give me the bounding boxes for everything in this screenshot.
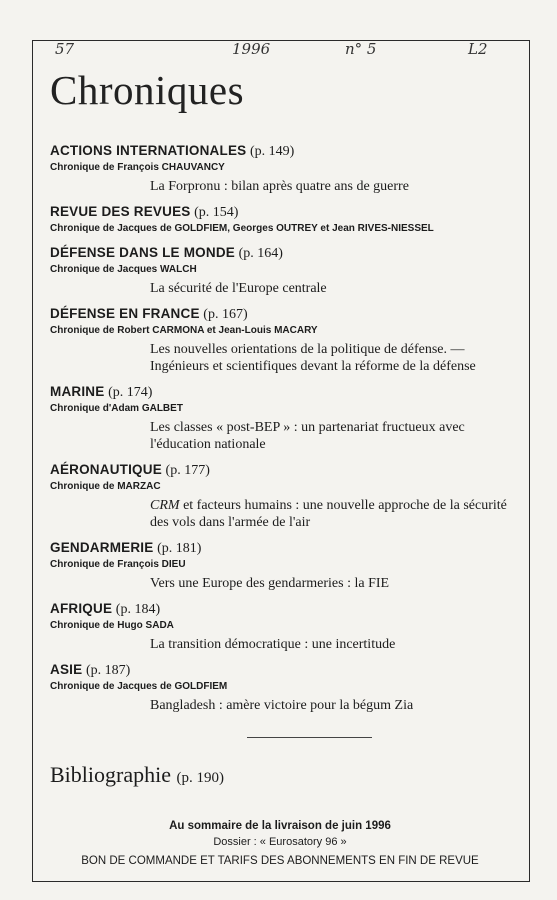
chronique-list: [50, 142, 510, 722]
chroniqueur: Chronique de Hugo SADA: [50, 620, 174, 631]
rubrique-title: GENDARMERIE: [50, 540, 154, 555]
article-acronym: CRM: [150, 498, 180, 513]
chroniqueur: Chronique de François CHAUVANCY: [50, 162, 225, 173]
chroniqueur: Chronique de Jacques de GOLDFIEM: [50, 681, 228, 692]
entry-defense-en-france: [50, 305, 510, 375]
article-title: [150, 497, 510, 531]
rubrique-title: ACTIONS INTERNATIONALES: [50, 143, 247, 158]
handwritten-note-2: 1996: [232, 40, 271, 58]
bibliographie-label: Bibliographie: [50, 762, 171, 787]
article-title: La sécurité de l'Europe centrale: [150, 281, 327, 296]
chroniqueur: Chronique de François DIEU: [50, 559, 186, 570]
chroniqueur: Chronique de Jacques WALCH: [50, 264, 197, 275]
entry-asie: [50, 661, 510, 714]
page-ref: (p. 184): [115, 602, 161, 617]
chroniqueur: Chronique de Jacques de GOLDFIEM, Georges OUTREY et Jean RIVES-NIESSEL: [50, 223, 434, 234]
article-title: Les nouvelles orientations de la politique de défense. — Ingénieurs et scientifiques devant la réforme de la défense: [150, 342, 476, 374]
rubrique-title: ASIE: [50, 662, 83, 677]
rubrique-title: AÉRONAUTIQUE: [50, 462, 162, 477]
page-ref: (p. 190): [176, 770, 224, 786]
page-ref: (p. 177): [165, 463, 210, 478]
subscription-notice: BON DE COMMANDE ET TARIFS DES ABONNEMENTS EN FIN DE REVUE: [81, 855, 479, 867]
entry-revue-des-revues: [50, 203, 510, 236]
handwritten-note-4: L2: [468, 40, 488, 58]
rubrique-title: DÉFENSE DANS LE MONDE: [50, 245, 235, 260]
entry-actions-internationales: [50, 142, 510, 195]
chroniqueur: Chronique de Robert CARMONA et Jean-Louis MACARY: [50, 325, 318, 336]
page-ref: (p. 164): [238, 246, 283, 261]
rubrique-title: MARINE: [50, 384, 105, 399]
page-ref: (p. 154): [194, 205, 239, 220]
bibliographie-heading: [50, 762, 224, 788]
next-issue-notice: Au sommaire de la livraison de juin 1996: [169, 820, 391, 832]
entry-defense-dans-le-monde: [50, 244, 510, 297]
handwritten-note-1: 57: [55, 40, 75, 58]
article-title: Vers une Europe des gendarmeries : la FIE: [150, 576, 390, 591]
article-title: La Forpronu : bilan après quatre ans de guerre: [150, 179, 409, 194]
rubrique-title: AFRIQUE: [50, 601, 113, 616]
page-ref: (p. 149): [249, 144, 295, 159]
page-ref: (p. 181): [157, 541, 202, 556]
entry-aeronautique: [50, 461, 510, 531]
rubrique-title: DÉFENSE EN FRANCE: [50, 306, 200, 321]
next-issue-dossier: Dossier : « Eurosatory 96 »: [213, 836, 347, 848]
article-title: Les classes « post-BEP » : un partenariat fructueux avec l'éducation nationale: [150, 420, 465, 452]
divider: [247, 737, 372, 738]
article-text: et facteurs humains : une nouvelle approche de la sécurité des vols dans l'armée de l'air: [150, 498, 507, 530]
handwritten-note-3: n° 5: [345, 40, 377, 58]
chroniqueur: Chronique de MARZAC: [50, 481, 161, 492]
article-title: Bangladesh : amère victoire pour la bégum Zia: [150, 698, 414, 713]
entry-gendarmerie: [50, 539, 510, 592]
entry-afrique: [50, 600, 510, 653]
page-ref: (p. 174): [108, 385, 153, 400]
page-ref: (p. 167): [203, 307, 248, 322]
chroniqueur: Chronique d'Adam GALBET: [50, 403, 183, 414]
article-title: La transition démocratique : une incertitude: [150, 637, 396, 652]
page-title: Chroniques: [50, 67, 245, 113]
page-ref: (p. 187): [85, 663, 131, 678]
entry-marine: [50, 383, 510, 453]
rubrique-title: REVUE DES REVUES: [50, 204, 191, 219]
